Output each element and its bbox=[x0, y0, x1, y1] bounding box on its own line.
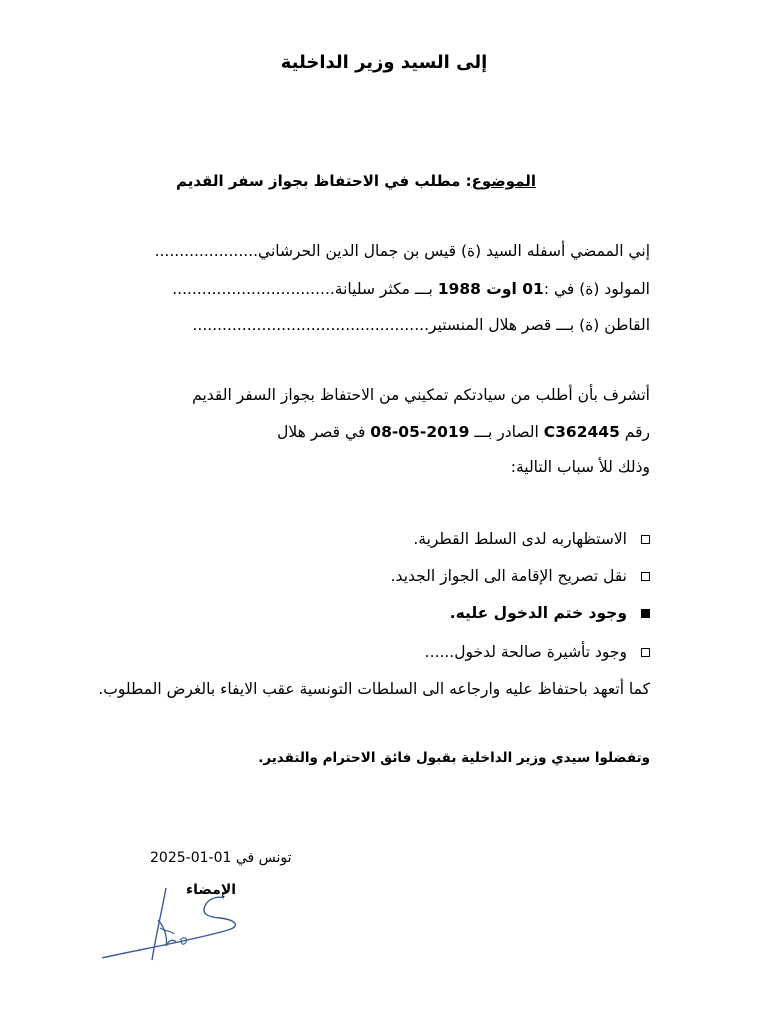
checkbox[interactable] bbox=[641, 572, 650, 581]
identity-name-line: إني الممضي أسفله السيد (ة) قيس بن جمال الدين الحرشاني..................... bbox=[154, 242, 650, 260]
closing-line: وتفضلوا سيدي وزير الداخلية بقبول فائق الاحترام والتقدير. bbox=[258, 750, 650, 766]
reason-text: الاستظهاربه لدى السلط القطرية. bbox=[413, 530, 627, 548]
checkbox-checked[interactable] bbox=[641, 609, 650, 618]
commitment-line: كما أتعهد باحتفاظ عليه وارجاعه الى السلطات التونسية عقب الايفاء بالغرض المطلوب. bbox=[98, 680, 650, 698]
letter-date: 01-01-2025 bbox=[150, 850, 232, 866]
signature-icon bbox=[96, 880, 246, 970]
reason-item bbox=[425, 643, 650, 661]
issue-date: 2019-05-08 bbox=[370, 423, 470, 441]
signature-label: الإمضاء bbox=[186, 882, 237, 898]
request-line-2 bbox=[277, 423, 650, 441]
checkbox[interactable] bbox=[641, 648, 650, 657]
issue-place: في قصر هلال bbox=[277, 423, 371, 441]
place-date-line bbox=[150, 850, 292, 866]
subject-label: الموضوع bbox=[471, 172, 536, 190]
subject-line bbox=[176, 172, 536, 190]
letter-title: إلى السيد وزير الداخلية bbox=[280, 52, 488, 73]
birth-prefix: المولود (ة) في : bbox=[543, 280, 650, 298]
reason-text: وجود تأشيرة صالحة لدخول...... bbox=[424, 643, 627, 661]
identity-birth-line bbox=[172, 280, 650, 298]
place-label: تونس في bbox=[235, 850, 292, 866]
reason-item bbox=[391, 567, 650, 585]
passport-number: C362445 bbox=[543, 423, 620, 441]
reason-text: وجود ختم الدخول عليه. bbox=[449, 604, 627, 622]
request-line-1: أتشرف بأن أطلب من سيادتكم تمكيني من الاحتفاظ بجواز السفر القديم bbox=[192, 386, 650, 404]
birth-place: بـــ مكثر سليانة................................. bbox=[172, 280, 438, 298]
issued-label: الصادر بـــ bbox=[469, 423, 544, 441]
subject-text: : مطلب في الاحتفاظ بجواز سفر القديم bbox=[175, 172, 472, 190]
birth-date: 01 اوت 1988 bbox=[437, 280, 544, 298]
identity-address-line: القاطن (ة) بـــ قصر هلال المنستير................................................ bbox=[192, 316, 650, 334]
passport-prefix: رقم bbox=[619, 423, 650, 441]
reason-item bbox=[450, 604, 650, 622]
checkbox[interactable] bbox=[641, 535, 650, 544]
reasons-intro: وذلك للأ سباب التالية: bbox=[510, 458, 650, 476]
reason-text: نقل تصريح الإقامة الى الجواز الجديد. bbox=[390, 567, 627, 585]
reason-item bbox=[413, 530, 650, 548]
